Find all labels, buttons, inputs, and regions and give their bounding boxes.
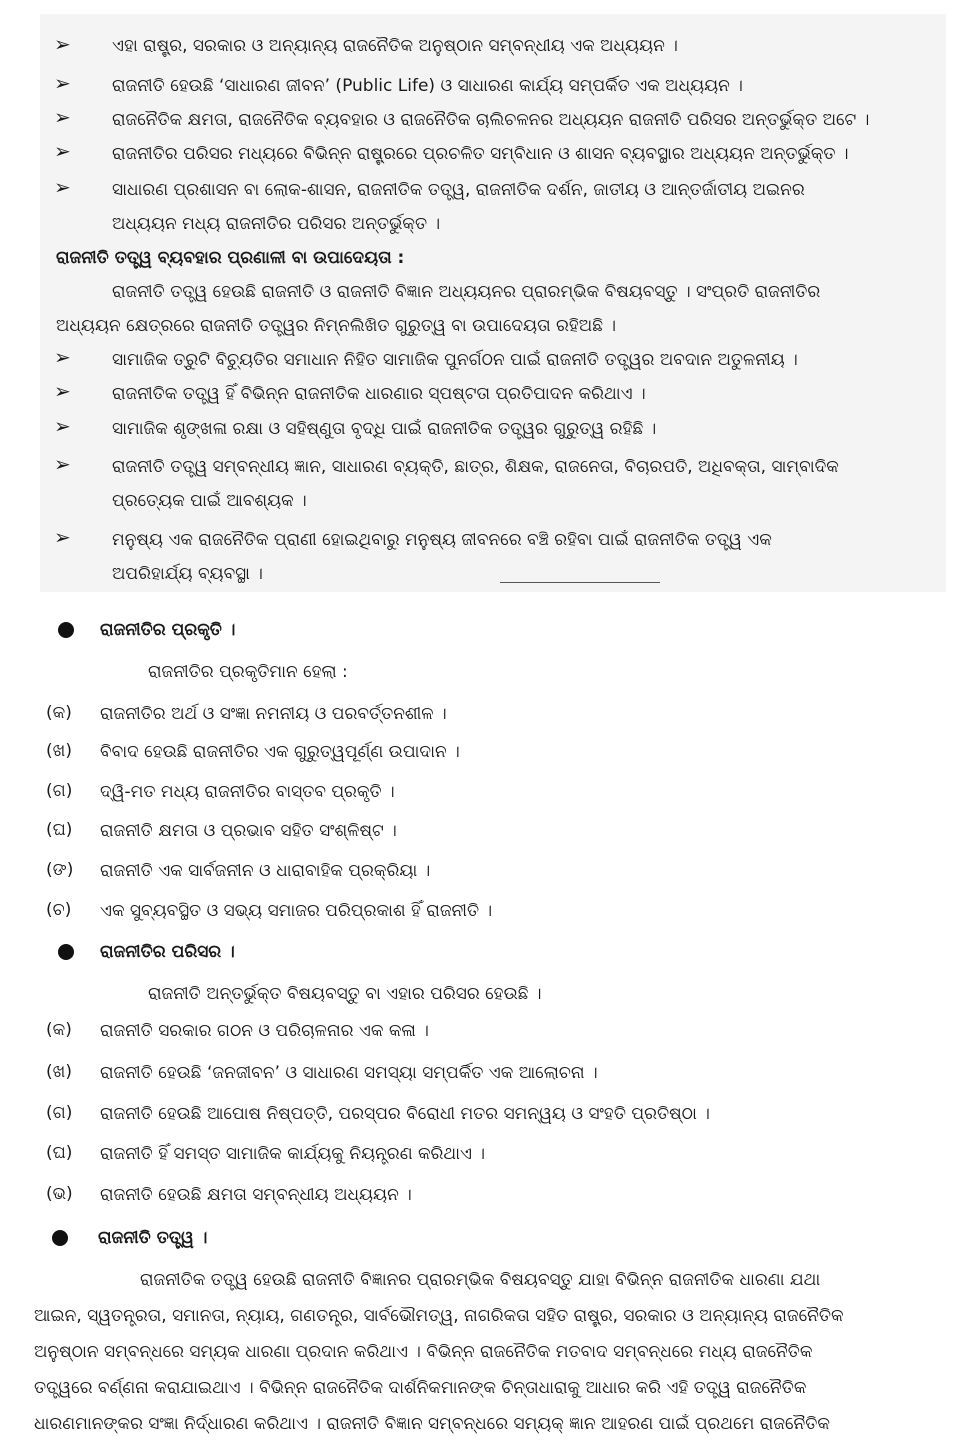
list-item: ରାଜନୀତି କ୍ଷମତା ଓ ପ୍ରଭାବ ସହିତ ସଂଶ୍ଳିଷ୍ଟ । (100, 821, 397, 841)
list-marker: (ଙ) (46, 860, 74, 880)
arrow-bullet-icon: ➢ (54, 525, 71, 549)
usefulness-point-continued: ପ୍ରତ୍ୟେକ ପାଇଁ ଆବଶ୍ୟକ । (112, 491, 307, 511)
scope-point: ସାଧାରଣ ପ୍ରଶାସନ ବା ଲୋକ-ଶାସନ, ରାଜନୀତିକ ତତ୍ତ୍ୱ, ରାଜନୀତିକ ଦର୍ଶନ, ଜାତୀୟ ଓ ଆନ୍ତର୍ଜାତୀୟ ଅଇନର (112, 180, 805, 200)
usefulness-point: ସାମାଜିକ ଶୃଙ୍ଖଳା ରକ୍ଷା ଓ ସହିଷ୍ଣୁତା ବୃଦ୍ଧି ପାଇଁ ରାଜନୀତିକ ତତ୍ତ୍ୱର ଗୁରୁତ୍ୱ ରହିଛି । (112, 419, 657, 439)
list-item: ଦ୍ୱି-ମତ ମଧ୍ୟ ରାଜନୀତିର ବାସ୍ତବ ପ୍ରକୃତି । (100, 782, 395, 802)
section-heading-nature: ରାଜନୀତିର ପ୍ରକୃତି । (100, 620, 236, 640)
scope-point: ରାଜନୈତିକ କ୍ଷମତା, ରାଜନୈତିକ ବ୍ୟବହାର ଓ ରାଜନୈତିକ ଚାଲିଚଳନର ଅଧ୍ୟୟନ ରାଜନୀତି ପରିସର ଅନ୍ତର୍ଭୁକ୍ତ ଅଟେ । (112, 110, 870, 130)
intro-paragraph: ରାଜନୀତି ତତ୍ତ୍ୱ ହେଉଛି ରାଜନୀତି ଓ ରାଜନୀତି ବିଜ୍ଞାନ ଅଧ୍ୟୟନର ପ୍ରାରମ୍ଭିକ ବିଷୟବସ୍ତୁ । ସଂପ୍ରତି ରାଜନୀତିର (112, 282, 821, 302)
theory-paragraph: ଅନୁଷ୍ଠାନ ସମ୍ବନ୍ଧରେ ସମ୍ୟକ ଧାରଣା ପ୍ରଦାନ କରିଥାଏ । ବିଭିନ୍ନ ରାଜନୈତିକ ମତବାଦ ସମ୍ବନ୍ଧରେ ମଧ୍ୟ ରାଜନୈତିକ (34, 1342, 813, 1362)
list-item: ବିବାଦ ହେଉଛି ରାଜନୀତିର ଏକ ଗୁରୁତ୍ୱପୂର୍ଣ୍ଣ ଉପାଦାନ । (100, 742, 460, 762)
bullet-dot-icon (52, 1230, 68, 1246)
list-marker: (ଘ) (46, 820, 73, 840)
list-marker: (ଖ) (46, 741, 72, 761)
theory-paragraph: ରାଜନୀତିକ ତତ୍ତ୍ୱ ହେଉଛି ରାଜନୀତି ବିଜ୍ଞାନର ପ୍ରାରମ୍ଭିକ ବିଷୟବସ୍ତୁ ଯାହା ବିଭିନ୍ନ ରାଜନୀତିକ ଧାରଣା ଯଥା (140, 1270, 821, 1290)
arrow-bullet-icon: ➢ (54, 32, 71, 56)
section-intro: ରାଜନୀତିର ପ୍ରକୃତିମାନ ହେଲା : (148, 662, 348, 682)
arrow-bullet-icon: ➢ (54, 105, 71, 129)
usefulness-point: ମନୁଷ୍ୟ ଏକ ରାଜନୈତିକ ପ୍ରାଣୀ ହୋଇଥିବାରୁ ମନୁଷ୍ୟ ଜୀବନରେ ବଞ୍ଚି ରହିବା ପାଇଁ ରାଜନୀତିକ ତତ୍ତ୍ୱ ଏକ (112, 530, 772, 550)
list-item: ରାଜନୀତି ସରକାର ଗଠନ ଓ ପରିଚାଳନାର ଏକ କଳା । (100, 1021, 429, 1041)
list-marker: (ଗ) (46, 781, 73, 801)
list-marker: (ଖ) (46, 1062, 72, 1082)
usefulness-point: ସାମାଜିକ ତ୍ରୁଟି ବିଚ୍ୟୁତିର ସମାଧାନ ନିହିତ ସାମାଜିକ ପୁନର୍ଗଠନ ପାଇଁ ରାଜନୀତି ତତ୍ତ୍ୱର ଅବଦାନ ଅତୁଳନୀୟ । (112, 350, 798, 370)
list-item: ରାଜନୀତି ଏକ ସାର୍ବଜନୀନ ଓ ଧାରାବାହିକ ପ୍ରକ୍ରିୟା । (100, 861, 431, 881)
scope-point: ରାଜନୀତିର ପରିସର ମଧ୍ୟରେ ବିଭିନ୍ନ ରାଷ୍ଟ୍ରରେ ପ୍ରଚଳିତ ସମ୍ବିଧାନ ଓ ଶାସନ ବ୍ୟବସ୍ଥାର ଅଧ୍ୟୟନ ଅନ୍ତର୍ଭୁକ୍ତ । (112, 144, 849, 164)
section-heading-theory: ରାଜନୀତି ତତ୍ତ୍ୱ । (98, 1228, 208, 1248)
bullet-dot-icon (58, 944, 74, 960)
arrow-bullet-icon: ➢ (54, 414, 71, 438)
list-marker: (ଚ) (46, 900, 72, 920)
bullet-dot-icon (58, 622, 74, 638)
usefulness-point: ରାଜନୀତିକ ତତ୍ତ୍ୱ ହିଁ ବିଭିନ୍ନ ରାଜନୀତିକ ଧାରଣାର ସ୍ପଷ୍ଟତା ପ୍ରତିପାଦନ କରିଥାଏ । (112, 384, 646, 404)
arrow-bullet-icon: ➢ (54, 175, 71, 199)
scope-point: ଏହା ରାଷ୍ଟ୍ର, ସରକାର ଓ ଅନ୍ୟାନ୍ୟ ରାଜନୈତିକ ଅନୁଷ୍ଠାନ ସମ୍ବନ୍ଧୀୟ ଏକ ଅଧ୍ୟୟନ । (112, 36, 678, 56)
divider (500, 582, 660, 583)
list-item: ରାଜନୀତି ହିଁ ସମସ୍ତ ସାମାଜିକ କାର୍ଯ୍ୟକୁ ନିୟନ୍ତ୍ରଣ କରିଥାଏ । (100, 1144, 485, 1164)
arrow-bullet-icon: ➢ (54, 452, 71, 476)
list-marker: (ଗ) (46, 1103, 73, 1123)
arrow-bullet-icon: ➢ (54, 345, 71, 369)
usefulness-point: ରାଜନୀତି ତତ୍ତ୍ୱ ସମ୍ବନ୍ଧୀୟ ଜ୍ଞାନ, ସାଧାରଣ ବ୍ୟକ୍ତି, ଛାତ୍ର, ଶିକ୍ଷକ, ରାଜନେତା, ବିଚାରପତି, ଅଧିବକ୍ତା, ସାମ୍ବାଦିକ (112, 457, 839, 477)
section-intro: ରାଜନୀତି ଅନ୍ତର୍ଭୁକ୍ତ ବିଷୟବସ୍ତୁ ବା ଏହାର ପରିସର ହେଉଛି । (148, 984, 542, 1004)
list-marker: (ଘ) (46, 1143, 73, 1163)
scope-point-continued: ଅଧ୍ୟୟନ ମଧ୍ୟ ରାଜନୀତିର ପରିସର ଅନ୍ତର୍ଭୁକ୍ତ । (112, 214, 441, 234)
list-marker: (ଭ) (46, 1184, 73, 1204)
arrow-bullet-icon: ➢ (54, 379, 71, 403)
list-item: ରାଜନୀତି ହେଉଛି ‘ଜନଜୀବନ’ ଓ ସାଧାରଣ ସମସ୍ୟା ସମ୍ପର୍କିତ ଏକ ଆଲୋଚନା । (100, 1063, 598, 1083)
list-item: ରାଜନୀତିର ଅର୍ଥ ଓ ସଂଜ୍ଞା ନମନୀୟ ଓ ପରବର୍ତ୍ତନଶୀଳ । (100, 704, 447, 724)
theory-paragraph: ଆଇନ, ସ୍ୱତନ୍ତ୍ରତା, ସମାନତା, ନ୍ୟାୟ, ଗଣତନ୍ତ୍ର, ସାର୍ବଭୌମତ୍ୱ, ନାଗରିକତା ସହିତ ରାଷ୍ଟ୍ର, ସରକାର ଓ ଅନ୍ୟାନ୍ୟ ରାଜନୈତିକ (34, 1306, 844, 1326)
theory-paragraph: ତତ୍ତ୍ୱରେ ବର୍ଣ୍ଣନା କରାଯାଇଥାଏ । ବିଭିନ୍ନ ରାଜନୈତିକ ଦାର୍ଶନିକମାନଙ୍କ ଚିନ୍ତାଧାରାକୁ ଆଧାର କରି ଏହି ତତ୍ତ୍ୱ ରାଜନୈତିକ (34, 1378, 807, 1398)
list-marker: (କ) (46, 703, 72, 723)
list-item: ରାଜନୀତି ହେଉଛି ଆପୋଷ ନିଷ୍ପତ୍ତି, ପରସ୍ପର ବିରୋଧୀ ମତର ସମନ୍ୱୟ ଓ ସଂହତି ପ୍ରତିଷ୍ଠା । (100, 1104, 710, 1124)
theory-paragraph: ଧାରଣମାନଙ୍କର ସଂଜ୍ଞା ନିର୍ଦ୍ଧାରଣ କରିଥାଏ । ରାଜନୀତି ବିଜ୍ଞାନ ସମ୍ବନ୍ଧରେ ସମ୍ୟକ୍ ଜ୍ଞାନ ଆହରଣ ପାଇଁ ପ୍ରଥମେ ରାଜନୈତିକ (34, 1414, 830, 1434)
scope-point: ରାଜନୀତି ହେଉଛି ‘ସାଧାରଣ ଜୀବନ’ (Public Life) ଓ ସାଧାରଣ କାର୍ଯ୍ୟ ସମ୍ପର୍କିତ ଏକ ଅଧ୍ୟୟନ । (112, 76, 743, 96)
intro-paragraph-continued: ଅଧ୍ୟୟନ କ୍ଷେତ୍ରରେ ରାଜନୀତି ତତ୍ତ୍ୱର ନିମ୍ନଲିଖିତ ଗୁରୁତ୍ୱ ବା ଉପାଦେୟତା ରହିଅଛି । (56, 316, 617, 336)
usefulness-point-continued: ଅପରିହାର୍ଯ୍ୟ ବ୍ୟବସ୍ଥା । (112, 564, 263, 584)
list-marker: (କ) (46, 1020, 72, 1040)
list-item: ଏକ ସୁବ୍ୟବସ୍ଥିତ ଓ ସଭ୍ୟ ସମାଜର ପରିପ୍ରକାଶ ହିଁ ରାଜନୀତି । (100, 901, 493, 921)
arrow-bullet-icon: ➢ (54, 139, 71, 163)
list-item: ରାଜନୀତି ହେଉଛି କ୍ଷମତା ସମ୍ବନ୍ଧୀୟ ଅଧ୍ୟୟନ । (100, 1185, 412, 1205)
section-heading-scope: ରାଜନୀତିର ପରିସର । (100, 942, 235, 962)
section-heading-usefulness: ରାଜନୀତି ତତ୍ତ୍ୱ ବ୍ୟବହାର ପ୍ରଣାଳୀ ବା ଉପାଦେୟତା : (56, 248, 405, 268)
arrow-bullet-icon: ➢ (54, 71, 71, 95)
